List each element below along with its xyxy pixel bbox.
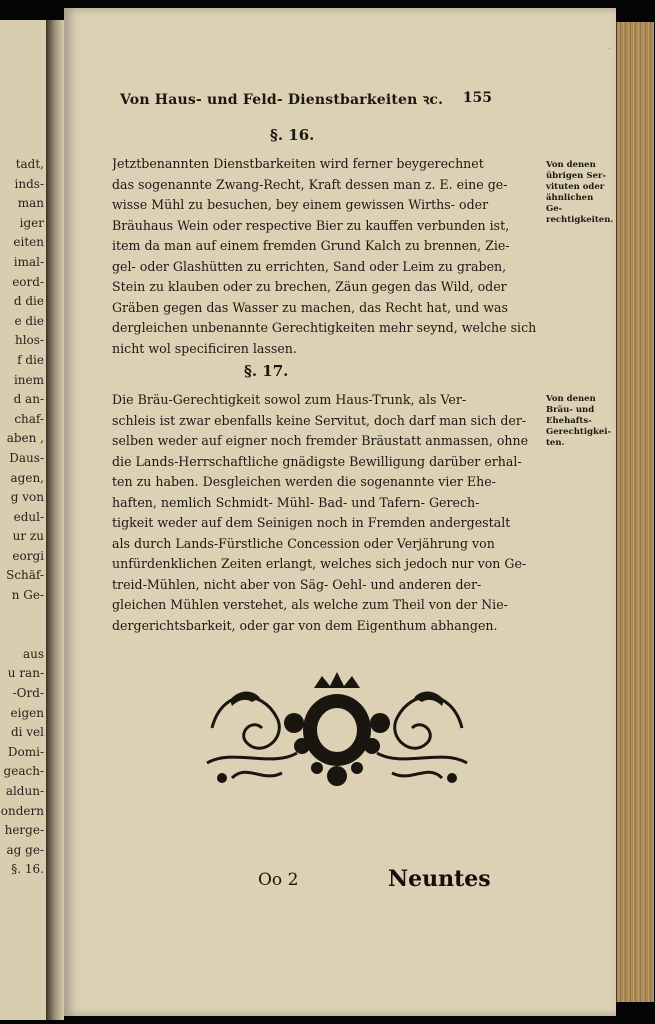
page-corner-mark: · (608, 44, 612, 55)
left-page-line: tadt, (15, 157, 44, 171)
left-page-line: hlos- (14, 333, 44, 348)
margin-note-line: ähnlichen Ge- (546, 193, 594, 214)
left-page-line: agen, (10, 470, 44, 485)
left-page-line: chaf- (14, 411, 44, 426)
left-page-line: g von (10, 490, 44, 505)
left-page-line: u ran- (7, 666, 44, 681)
page-edges (616, 22, 654, 1002)
left-page-line: d die (13, 294, 44, 309)
text-line: gleichen Mühlen verstehet, als welche zum Theil von der Nie- (112, 597, 508, 612)
text-line: dergerichtsbarkeit, oder gar von dem Eigenthum abhangen. (112, 617, 498, 633)
left-page-line: §. 16. (11, 862, 44, 877)
margin-note-line: Von denen (546, 394, 596, 404)
running-header-title: Von Haus- und Feld- Dienstbarkeiten ꝛc. (120, 92, 444, 108)
left-page-line: di vel (10, 725, 44, 740)
margin-note-line: Ehehafts- (546, 416, 592, 426)
text-line: schleis ist zwar ebenfalls keine Servitut, doch darf man sich der- (112, 412, 527, 428)
text-line: Gräben gegen das Wasser zu machen, das Recht hat, und was (112, 299, 509, 315)
left-page-line: f die (17, 352, 44, 367)
left-page-line: d an- (13, 392, 44, 407)
signature-mark: Oo 2 (258, 870, 299, 890)
text-line: ten zu haben. Desgleichen werden die sogenannte vier Ehe- (112, 474, 496, 489)
left-page-line: e die (14, 313, 44, 328)
left-page-line: inem (13, 372, 44, 387)
text-line: dergleichen unbenannte Gerechtigkeiten mehr seynd, welche sich (112, 320, 537, 335)
text-line: Bräuhaus Wein oder respective Bier zu kauffen verbunden ist, (112, 217, 510, 233)
text-line: wisse Mühl zu besuchen, bey einem gewissen Wirths- oder (112, 197, 489, 212)
left-page-line: iger (19, 215, 44, 230)
section-16-heading: §. 16. (270, 126, 315, 144)
left-page-line: eiten (13, 235, 44, 250)
text-line: die Lands-Herrschaftliche gnädigste Bewilligung darüber erhal- (112, 453, 522, 469)
text-line: als durch Lands-Fürstliche Concession oder Verjährung von (112, 535, 495, 551)
margin-note-line: Gerechtigkei- (546, 427, 612, 437)
text-line: nicht wol specificiren lassen. (112, 340, 297, 356)
text-line: Die Bräu-Gerechtigkeit sowol zum Haus-Trunk, als Ver- (112, 392, 467, 407)
left-page-line: n Ge- (11, 588, 44, 603)
left-page-line (0, 625, 44, 645)
left-page-text (0, 155, 44, 880)
left-page-line: -Ord- (12, 686, 44, 701)
left-page-line: aus (22, 646, 44, 661)
running-header (120, 90, 492, 109)
left-page-line: eorgi (12, 548, 44, 563)
left-page-line: aldun- (5, 784, 44, 798)
section-16-paragraph (112, 154, 544, 359)
text-line: unfürdenklichen Zeiten erlangt, welches sich jedoch nur von Ge- (112, 556, 527, 571)
left-page-line: ag ge- (6, 842, 44, 857)
text-line: Jetztbenannten Dienstbarkeiten wird ferner beygerechnet (112, 156, 484, 171)
left-page-line: Domi- (7, 744, 44, 759)
text-line: Stein zu klauben oder zu brechen, Zäun gegen das Wild, oder (112, 279, 507, 294)
left-page-line: inds- (14, 176, 44, 191)
left-page-line: edul- (13, 509, 44, 524)
text-line: treid-Mühlen, nicht aber von Säg- Oehl- und anderen der- (112, 576, 482, 592)
margin-note-line: rechtigkeiten. (546, 215, 614, 225)
text-line: das sogenannte Zwang-Recht, Kraft dessen man z. E. eine ge- (112, 176, 508, 192)
text-line: tigkeit weder auf dem Seinigen noch in Fremden andergestalt (112, 515, 511, 530)
left-page-line (0, 606, 44, 626)
left-page-line: herge- (4, 823, 44, 838)
text-line: selben weder auf eigner noch fremder Bräustatt anmassen, ohne (112, 433, 529, 448)
page-number: 155 (462, 90, 492, 106)
section-16-margin-note (546, 160, 614, 226)
book-gutter (46, 20, 64, 1020)
section-17-margin-note (546, 394, 612, 449)
margin-note-line: vituten oder (546, 182, 605, 192)
left-page-line: Daus- (9, 450, 44, 465)
left-page-line: ondern (0, 803, 44, 818)
decorative-vignette-ornament (202, 668, 472, 794)
margin-note-line: ten. (546, 438, 565, 448)
left-page-line: man (17, 196, 44, 211)
text-line: haften, nemlich Schmidt- Mühl- Bad- und Tafern- Gerech- (112, 494, 480, 510)
margin-note-line: Bräu- und (546, 405, 595, 415)
margin-note-line: Von denen (546, 160, 596, 170)
left-page-line: eord- (12, 274, 44, 289)
left-page-line: imal- (13, 254, 44, 269)
left-page-line: Schäf- (6, 568, 44, 583)
left-page (0, 20, 49, 1020)
left-page-line: eigen (10, 705, 44, 720)
left-page-line: aben , (6, 431, 44, 446)
text-line: gel- oder Glashütten zu errichten, Sand oder Leim zu graben, (112, 258, 507, 274)
catchword: Neuntes (388, 866, 491, 892)
left-page-line: geach- (3, 764, 44, 779)
section-17-paragraph (112, 390, 544, 636)
section-17-heading: §. 17. (244, 362, 289, 380)
right-page (64, 8, 616, 1016)
text-line: item da man auf einem fremden Grund Kalch zu brennen, Zie- (112, 238, 510, 253)
left-page-line: ur zu (12, 529, 44, 544)
margin-note-line: übrigen Ser- (546, 171, 606, 181)
